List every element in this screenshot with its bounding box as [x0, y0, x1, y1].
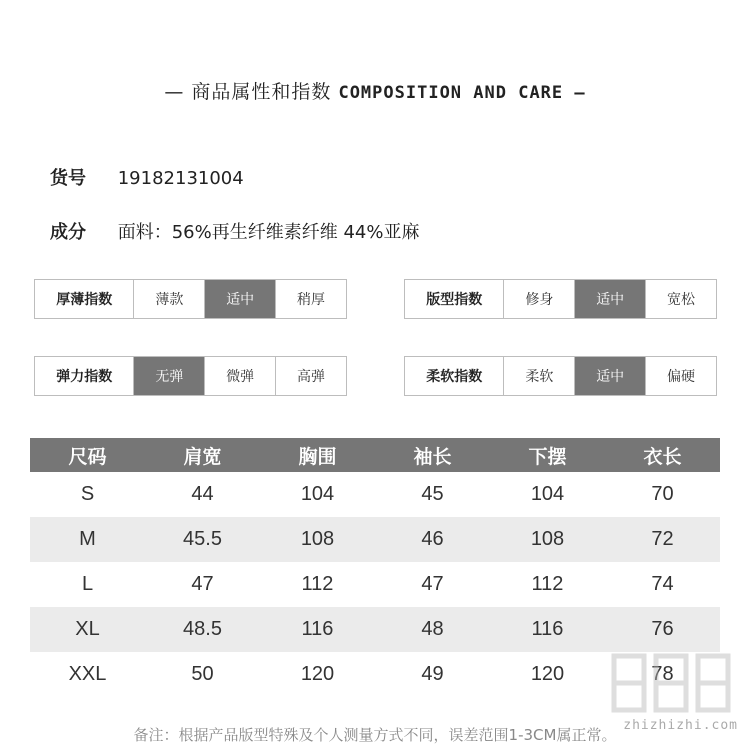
- table-cell: 104: [300, 483, 335, 505]
- thickness-option-thick: 稍厚: [275, 280, 346, 318]
- table-cell: 78: [651, 663, 674, 685]
- table-cell: 49: [421, 663, 444, 685]
- sku-value: 19182131004: [117, 168, 244, 189]
- fit-option-loose: 宽松: [645, 280, 716, 318]
- table-cell: 46: [375, 517, 490, 562]
- table-cell: 112: [301, 573, 334, 595]
- header-sleeve: 袖长: [375, 438, 490, 472]
- table-cell: L: [81, 573, 94, 595]
- material-row: [50, 218, 419, 244]
- thickness-option-medium: 适中: [204, 280, 275, 318]
- sku-row: [50, 164, 244, 190]
- table-cell: 76: [605, 607, 720, 652]
- table-cell: XL: [30, 607, 145, 652]
- table-cell: 108: [260, 517, 375, 562]
- header-hem: 下摆: [490, 438, 605, 472]
- table-cell: M: [30, 517, 145, 562]
- table-cell: 120: [300, 663, 335, 685]
- softness-index: [404, 356, 717, 396]
- material-value: 面料：56%再生纤维素纤维 44%亚麻: [117, 222, 420, 243]
- table-cell: 47: [421, 573, 444, 595]
- section-title-cn: — 商品属性和指数: [164, 81, 332, 103]
- table-cell: 120: [530, 663, 565, 685]
- elasticity-option-none: 无弹: [133, 357, 204, 395]
- table-cell: 47: [191, 573, 214, 595]
- table-cell: 45: [421, 483, 444, 505]
- section-title-en: COMPOSITION AND CARE —: [338, 83, 586, 103]
- material-label: 成分: [50, 222, 86, 243]
- softness-option-hard: 偏硬: [645, 357, 716, 395]
- note-text: 备注：根据产品版型特殊及个人测量方式不同，误差范围1-3CM属正常。: [133, 726, 617, 744]
- size-table-header: [30, 438, 720, 472]
- table-cell: 116: [490, 607, 605, 652]
- table-cell: 104: [530, 483, 565, 505]
- table-cell: 48.5: [145, 607, 260, 652]
- sku-label: 货号: [50, 168, 86, 189]
- header-shoulder: 肩宽: [145, 438, 260, 472]
- softness-index-label: 柔软指数: [426, 369, 483, 385]
- header-chest: 胸围: [260, 438, 375, 472]
- table-row: [30, 472, 720, 517]
- table-cell: XXL: [68, 663, 107, 685]
- section-title: [0, 77, 750, 104]
- thickness-option-thin: 薄款: [133, 280, 204, 318]
- table-cell: 44: [191, 483, 214, 505]
- fit-index: [404, 279, 717, 319]
- fit-option-slim: 修身: [503, 280, 574, 318]
- elasticity-option-high: 高弹: [275, 357, 346, 395]
- fit-option-regular: 适中: [574, 280, 645, 318]
- thickness-index: [34, 279, 347, 319]
- header-length: 衣长: [605, 438, 720, 472]
- table-cell: 50: [191, 663, 214, 685]
- table-cell: 74: [651, 573, 674, 595]
- table-cell: 45.5: [145, 517, 260, 562]
- table-cell: S: [80, 483, 95, 505]
- table-row: [30, 517, 720, 562]
- fit-index-label: 版型指数: [426, 292, 483, 308]
- softness-option-soft: 柔软: [503, 357, 574, 395]
- elasticity-index-label: 弹力指数: [56, 369, 113, 385]
- table-row: [30, 562, 720, 607]
- elasticity-option-slight: 微弹: [204, 357, 275, 395]
- table-cell: 116: [260, 607, 375, 652]
- table-cell: 112: [531, 573, 564, 595]
- watermark-domain: zhizhizhi.com: [623, 718, 738, 733]
- table-cell: 70: [651, 483, 674, 505]
- thickness-index-label: 厚薄指数: [56, 292, 113, 308]
- softness-option-medium: 适中: [574, 357, 645, 395]
- table-cell: 72: [605, 517, 720, 562]
- header-size: 尺码: [30, 438, 145, 472]
- table-cell: 48: [375, 607, 490, 652]
- table-cell: 108: [490, 517, 605, 562]
- elasticity-index: [34, 356, 347, 396]
